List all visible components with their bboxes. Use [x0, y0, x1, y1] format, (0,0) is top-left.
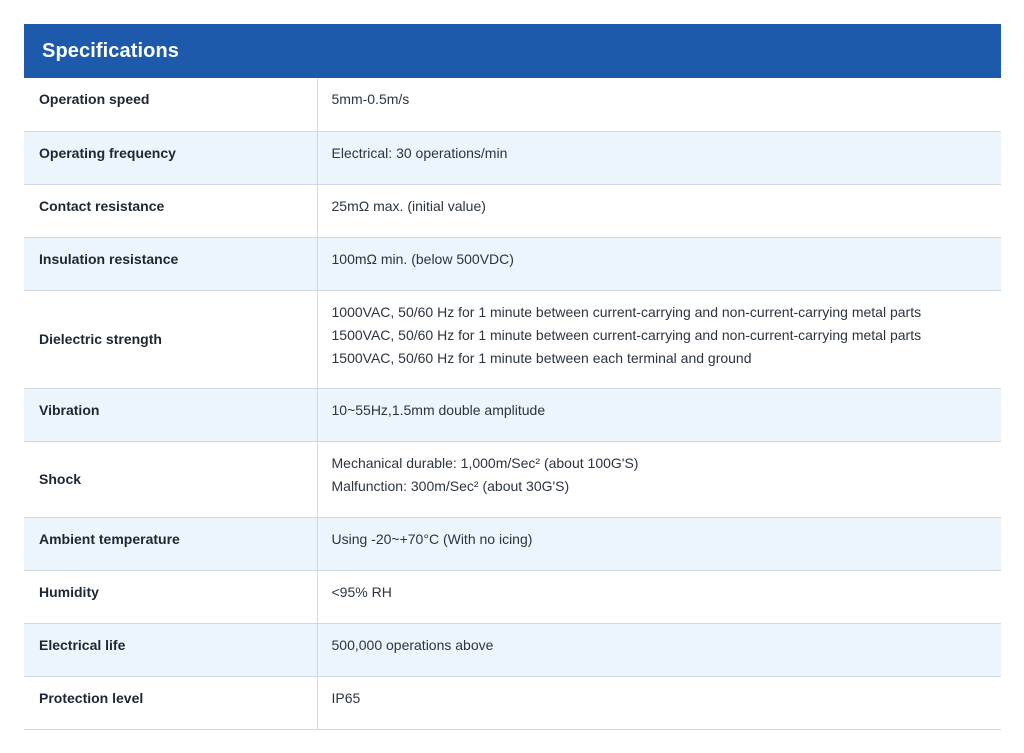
spec-value-line: 1000VAC, 50/60 Hz for 1 minute between current-carrying and non-current-carrying metal parts: [331, 303, 922, 320]
spec-value-line: Mechanical durable: 1,000m/Sec² (about 100G'S): [331, 454, 639, 471]
table-row-operating-frequency: [24, 131, 1001, 184]
spec-value-line: Electrical: 30 operations/min: [331, 144, 508, 161]
spec-value: [317, 676, 1001, 729]
spec-label: Humidity: [24, 570, 317, 623]
specifications-header: [24, 24, 1001, 78]
spec-value-line: 25mΩ max. (initial value): [331, 197, 486, 214]
page-title: Specifications: [42, 39, 179, 62]
spec-value: [317, 131, 1001, 184]
spec-value-line: 1500VAC, 50/60 Hz for 1 minute between current-carrying and non-current-carrying metal parts: [331, 326, 922, 343]
table-row-operation-speed: [24, 78, 1001, 131]
spec-value-line: 10~55Hz,1.5mm double amplitude: [331, 401, 546, 418]
spec-value-line: IP65: [331, 689, 361, 706]
spec-value-line: Using -20~+70°C (With no icing): [331, 530, 533, 547]
table-row-humidity: [24, 570, 1001, 623]
spec-value: [317, 441, 1001, 517]
table-row-insulation-resistance: [24, 237, 1001, 290]
table-row-contact-resistance: [24, 184, 1001, 237]
spec-label: Insulation resistance: [24, 237, 317, 290]
spec-value: [317, 237, 1001, 290]
spec-label: Ambient temperature: [24, 517, 317, 570]
spec-value-line: Malfunction: 300m/Sec² (about 30G'S): [331, 477, 570, 494]
spec-value: [317, 570, 1001, 623]
table-row-shock: [24, 441, 1001, 517]
table-row-vibration: [24, 388, 1001, 441]
spec-value-line: 5mm-0.5m/s: [331, 91, 410, 107]
table-row-ambient-temperature: [24, 517, 1001, 570]
spec-label: Dielectric strength: [24, 290, 317, 388]
spec-label: Electrical life: [24, 623, 317, 676]
spec-value: [317, 517, 1001, 570]
spec-value: [317, 290, 1001, 388]
spec-value: [317, 78, 1001, 131]
spec-value: [317, 623, 1001, 676]
spec-label: Shock: [24, 441, 317, 517]
spec-label: Operation speed: [24, 78, 317, 131]
spec-value-line: 100mΩ min. (below 500VDC): [331, 250, 514, 267]
spec-label: Operating frequency: [24, 131, 317, 184]
specifications-table: [24, 78, 1001, 730]
spec-label: Contact resistance: [24, 184, 317, 237]
specifications-panel: [24, 24, 1001, 730]
spec-value-line: 1500VAC, 50/60 Hz for 1 minute between each terminal and ground: [331, 349, 752, 366]
spec-value-line: 500,000 operations above: [331, 636, 494, 653]
table-row-electrical-life: [24, 623, 1001, 676]
spec-value-line: <95% RH: [331, 583, 392, 600]
spec-value: [317, 388, 1001, 441]
spec-value: [317, 184, 1001, 237]
spec-label: Vibration: [24, 388, 317, 441]
table-row-dielectric-strength: [24, 290, 1001, 388]
spec-label: Protection level: [24, 676, 317, 729]
table-row-protection-level: [24, 676, 1001, 729]
